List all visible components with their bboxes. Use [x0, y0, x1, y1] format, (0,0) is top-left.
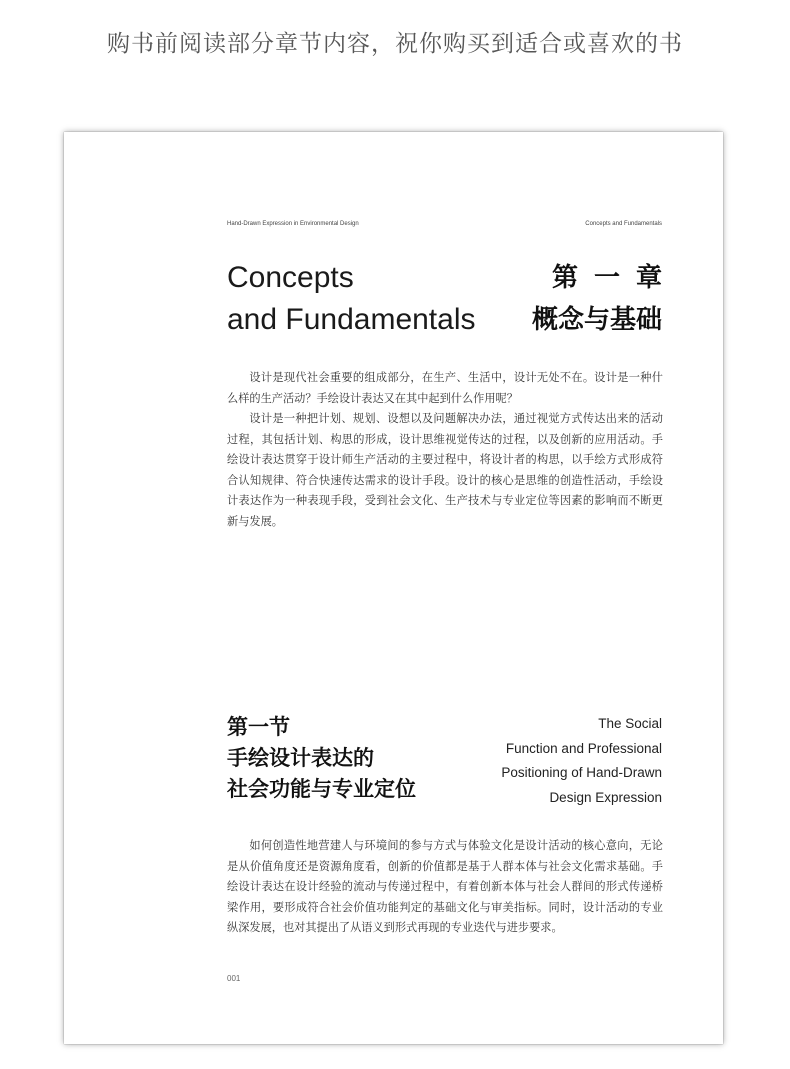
banner-text: 购书前阅读部分章节内容，祝你购买到适合或喜欢的书	[107, 31, 683, 57]
running-head-right: Concepts and Fundamentals	[585, 221, 662, 227]
page-number: 001	[227, 974, 241, 983]
section-title-en-line: The Social	[598, 716, 662, 731]
section-title-en	[501, 712, 662, 810]
running-head-left: Hand-Drawn Expression in Environmental Design	[227, 221, 359, 227]
chapter-name: 概念与基础	[531, 305, 662, 335]
section-label: 第一节	[227, 715, 290, 739]
paragraph: 如何创造性地营建人与环境间的参与方式与体验文化是设计活动的核心意向，无论是从价值角度还是资源角度看，创新的价值都是基于人群本体与社会文化需求基础。手绘设计表达在设计经验的流动与传递过程中，有着创新本体与社会人群间的形式传递桥梁作用，要形成符合社会价值功能判定的基础文化与审美指标。同时，设计活动的专业纵深发展，也对其提出了从语义到形式再现的专业迭代与进步要求。	[227, 839, 663, 934]
chapter-title-cn	[531, 257, 678, 341]
section-title-en-line: Design Expression	[549, 789, 662, 805]
section-title-line: 社会功能与专业定位	[227, 777, 416, 801]
paragraph: 设计是一种把计划、规划、设想以及问题解决办法，通过视觉方式传达出来的活动过程，其包括计划、构思的形成，设计思维视觉传达的过程，以及创新的应用活动。手绘设计表达贯穿于设计师生产活动的主要过程中，将设计者的构思，以手绘方式形成符合认知规律、符合快速传达需求的设计手段。设计的核心是思维的创造性活动，手绘设计表达作为一种表现手段，受到社会文化、生产技术与专业定位等因素的影响而不断更新与发展。	[227, 412, 663, 528]
section-title-en-line: Positioning of Hand-Drawn	[501, 765, 662, 780]
chapter-label: 第一章	[551, 263, 678, 293]
chapter-title-en	[227, 257, 476, 341]
section-title-cn	[227, 712, 416, 805]
intro-text	[227, 368, 663, 532]
top-banner	[0, 0, 790, 80]
section-text	[227, 836, 663, 939]
paragraph: 设计是现代社会重要的组成部分，在生产、生活中，设计无处不在。设计是一种什么样的生产活动？手绘设计表达又在其中起到什么作用呢？	[227, 371, 663, 405]
section-title-line: 手绘设计表达的	[227, 746, 374, 770]
section-title-en-line: Function and Professional	[505, 740, 662, 756]
book-page	[64, 132, 723, 1044]
chapter-title-en-line: Concepts	[227, 261, 354, 294]
chapter-title-en-line: and Fundamentals	[227, 303, 476, 336]
